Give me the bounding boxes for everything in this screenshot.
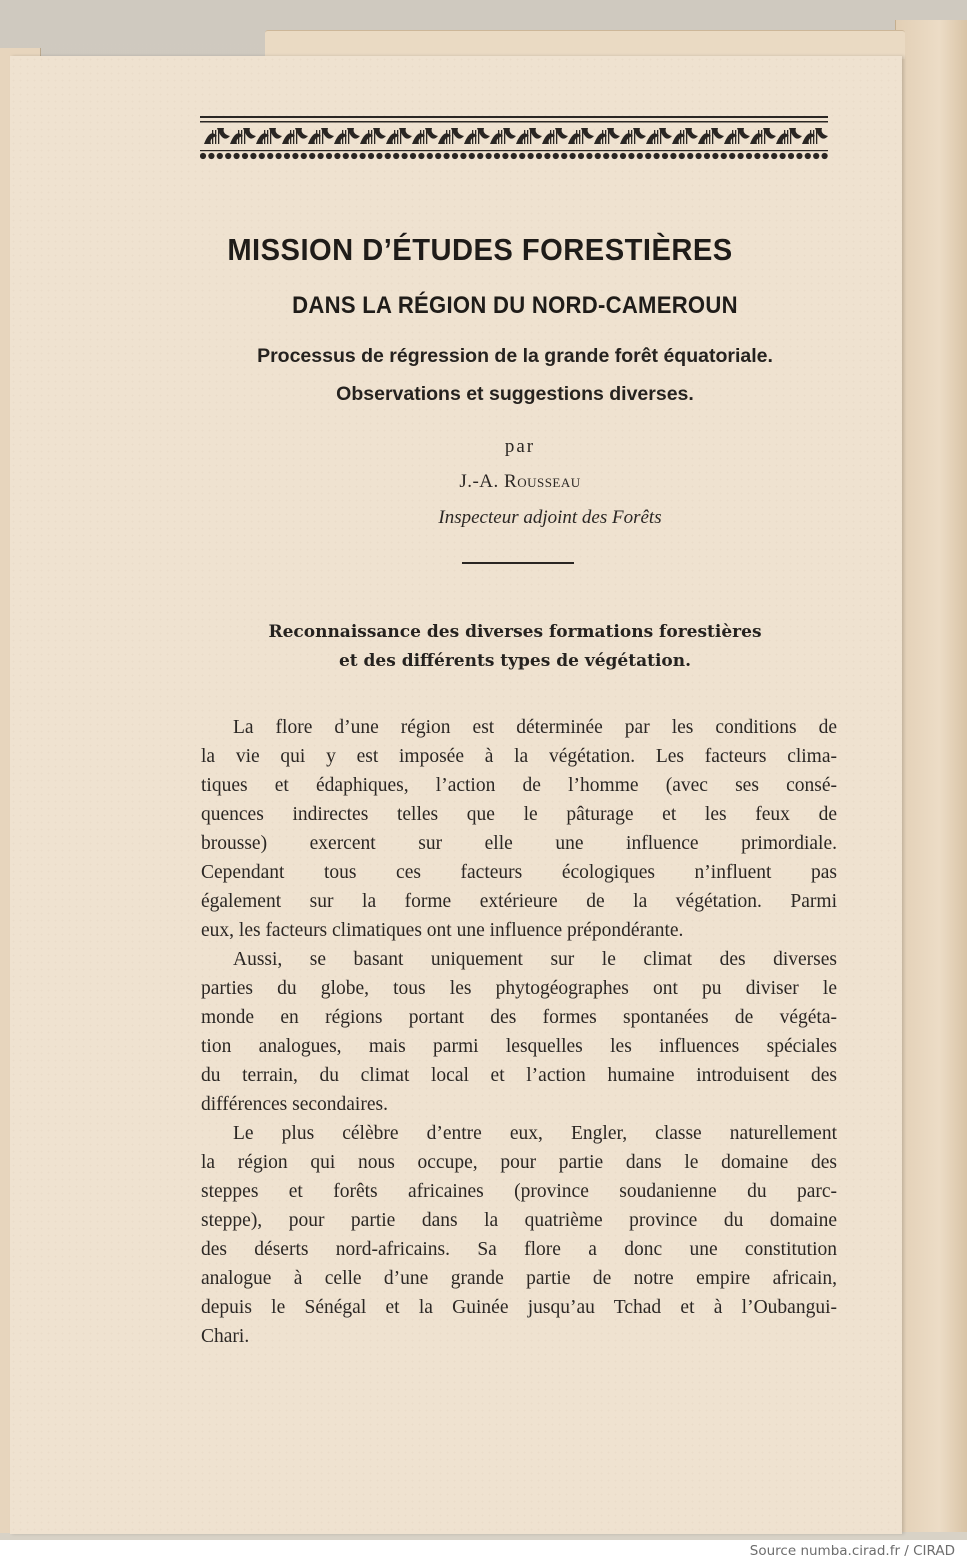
ornament-hatch [290,130,291,144]
ornament-scroll [490,128,516,144]
ornament-hatch [374,130,375,144]
ornament-bead [284,153,290,159]
ornament-bead [334,153,340,159]
ornament-bead [754,153,760,159]
page-top-edge [265,30,905,59]
ornament-scroll [438,128,464,144]
ornament-hatch [238,130,239,144]
ornament-hatch [631,130,632,144]
ornament-bead [553,153,559,159]
ornament-hatch [608,130,609,144]
ornament-bead [637,153,643,159]
body-line: monde en régions portant des formes spontanées de végéta- [201,1007,837,1028]
ornament-scroll [698,128,724,144]
ornament-hatch [657,130,658,144]
body-line: brousse) exercent sur elle une influence primordiale. [201,833,837,854]
ornament-hatch [602,130,603,144]
body-line: Le plus célèbre d’entre eux, Engler, classe naturellement [233,1123,837,1144]
ornament-bead [410,153,416,159]
ornament-hatch [400,130,401,144]
ornament-bead [670,153,676,159]
body-line: analogue à celle d’une grande partie de notre empire africain, [201,1268,837,1289]
body-line: tion analogues, mais parmi lesquelles les influences spéciales [201,1036,837,1057]
ornament-hatch [605,130,606,144]
body-line: tiques et édaphiques, l’action de l’homme (avec ses consé- [201,775,837,796]
ornament-bead [654,153,660,159]
ornament-bead [343,153,349,159]
ornament-bead [687,153,693,159]
ornament-scroll [620,128,646,144]
ornament-hatch [420,130,421,144]
ornament-bead [200,153,206,159]
ornament-scroll [334,128,360,144]
ornament-bead [460,153,466,159]
ornament-hatch [810,130,811,144]
ornament-hatch [452,130,453,144]
body-text [201,713,837,1351]
ornament-bead [208,153,214,159]
body-line: steppes et forêts africaines (province soudanienne du parc- [201,1181,837,1202]
ornament-hatch [686,130,687,144]
ornament-scroll [308,128,334,144]
ornament-hatch [345,130,346,144]
ornament-hatch [264,130,265,144]
ornament-bead [225,153,231,159]
ornament-scroll [204,128,230,144]
ornament-bead [376,153,382,159]
page-title: MISSION D’ÉTUDES FORESTIÈRES [227,232,733,267]
ornament-bead [402,153,408,159]
ornament-hatch [267,130,268,144]
ornament-hatch [790,130,791,144]
ornament-hatch [712,130,713,144]
ornament-bead [805,153,811,159]
ornament-bead [393,153,399,159]
ornament-bead [360,153,366,159]
ornament-hatch [660,130,661,144]
ornament-hatch [504,130,505,144]
ornament-bead [292,153,298,159]
body-line: parties du globe, tous les phytogéographes ont pu diviser le [201,978,837,999]
ornament-hatch [683,130,684,144]
ornament-hatch [446,130,447,144]
section-heading-line-2: et des différents types de végétation. [338,651,692,671]
ornament-hatch [764,130,765,144]
ornament-bead [351,153,357,159]
ornament-hatch [241,130,242,144]
ornament-hatch [319,130,320,144]
author-name: J.-A. Rousseau [459,471,581,492]
ornament-scroll [776,128,802,144]
ornament-hatch [654,130,655,144]
ornament-bead [780,153,786,159]
ornament-bead [385,153,391,159]
ornament-bead [788,153,794,159]
ornament-bead [712,153,718,159]
ornament-hatch [423,130,424,144]
ornament-scroll [646,128,672,144]
ornament-bead [738,153,744,159]
body-line: Chari. [201,1326,250,1347]
ornament-bead [586,153,592,159]
ornament-scroll [516,128,542,144]
ornament-scroll [542,128,568,144]
body-line: la région qui nous occupe, pour partie dans le domaine des [201,1152,837,1173]
ornament-hatch [553,130,554,144]
ornament-scroll [594,128,620,144]
body-line: différences secondaires. [201,1094,388,1115]
body-line: également sur la forme extérieure de la végétation. Parmi [201,891,837,912]
ornament-bead [813,153,819,159]
ornament-bead [620,153,626,159]
ornament-bead [301,153,307,159]
ornament-bead [729,153,735,159]
ornament-hatch [680,130,681,144]
ornament-bead [696,153,702,159]
ornament-bead [822,153,828,159]
ornament-hatch [634,130,635,144]
ornament-bead [477,153,483,159]
ornament-bead [662,153,668,159]
body-line: la vie qui y est imposée à la végétation. Les facteurs clima- [201,746,837,767]
ornament-hatch [449,130,450,144]
ornament-bead [502,153,508,159]
ornament-hatch [244,130,245,144]
byline-par: par [504,436,536,457]
ornament-hatch [735,130,736,144]
ornament-bead [276,153,282,159]
ornament-bead [418,153,424,159]
ornament-bead [250,153,256,159]
ornament-hatch [787,130,788,144]
ornament-hatch [816,130,817,144]
ornament-hatch [322,130,323,144]
ornament-bead [469,153,475,159]
body-line: La flore d’une région est déterminée par les conditions de [233,717,837,738]
ornament-scroll [256,128,282,144]
ornament-bead [704,153,710,159]
body-line: depuis le Sénégal et la Guinée jusqu’au Tchad et à l’Oubangui- [201,1297,837,1318]
ornament-bead [309,153,315,159]
ornament-hatch [472,130,473,144]
ornament-hatch [501,130,502,144]
ornament-bead [561,153,567,159]
ornament-bead [771,153,777,159]
ornament-bead [326,153,332,159]
ornament-hatch [530,130,531,144]
ornament-scroll [464,128,490,144]
ornament-hatch [368,130,369,144]
ornament-hatch [426,130,427,144]
ornament-hatch [316,130,317,144]
next-page-edge [895,20,967,1532]
ornament-bead [570,153,576,159]
ornament-hatch [706,130,707,144]
ornament-hatch [579,130,580,144]
ornament-hatch [813,130,814,144]
ornament-hatch [582,130,583,144]
ornament-scroll [230,128,256,144]
ornament-hatch [270,130,271,144]
body-line: du terrain, du climat local et l’action humaine introduisent des [201,1065,837,1086]
ornament-bead [267,153,273,159]
ornament-hatch [784,130,785,144]
ornament-bead [318,153,324,159]
body-line: Cependant tous ces facteurs écologiques n’influent pas [201,862,837,883]
ornament-bead [578,153,584,159]
ornament-hatch [215,130,216,144]
ornament-hatch [397,130,398,144]
ornament-border [200,116,828,162]
body-line: quences indirectes telles que le pâturage et les feux de [201,804,837,825]
ornament-hatch [761,130,762,144]
body-line: eux, les facteurs climatiques ont une influence prépondérante. [201,920,684,941]
ornament-hatch [524,130,525,144]
ornament-hatch [498,130,499,144]
section-heading-line-1: Reconnaissance des diverses formations forestières [268,622,762,642]
ornament-scroll [750,128,776,144]
ornament-hatch [293,130,294,144]
ornament-bead [645,153,651,159]
body-line: Aussi, se basant uniquement sur le climat des diverses [233,949,837,970]
ornament-hatch [527,130,528,144]
ornament-bead [544,153,550,159]
ornament-bead [234,153,240,159]
ornament-hatch [371,130,372,144]
ornament-bead [494,153,500,159]
ornament-bead [444,153,450,159]
ornament-scroll [282,128,308,144]
ornament-bead [595,153,601,159]
ornament-scroll [412,128,438,144]
ornament-hatch [738,130,739,144]
ornament-hatch [218,130,219,144]
ornament-bead [435,153,441,159]
title-divider [462,562,574,564]
ornament-bead [763,153,769,159]
ornament-hatch [556,130,557,144]
ornament-hatch [758,130,759,144]
ornament-bead [679,153,685,159]
ornament-bead [603,153,609,159]
ornament-bead [628,153,634,159]
ornament-scroll [672,128,698,144]
ornament-bead [452,153,458,159]
ornament-bead [528,153,534,159]
subheading-1: Processus de régression de la grande forêt équatoriale. [257,345,773,367]
ornament-hatch [296,130,297,144]
ornament-scroll [360,128,386,144]
ornament-scroll [386,128,412,144]
ornament-bead [427,153,433,159]
ornament-bead [721,153,727,159]
ornament-bead [486,153,492,159]
body-line: des déserts nord-africains. Sa flore a donc une constitution [201,1239,837,1260]
page-subtitle: DANS LA RÉGION DU NORD-CAMEROUN [292,292,738,319]
ornament-scroll [568,128,594,144]
ornament-hatch [212,130,213,144]
ornament-bead [796,153,802,159]
source-credit: Source numba.cirad.fr / CIRAD [749,1543,955,1559]
ornament-bead [368,153,374,159]
ornament-scroll [724,128,750,144]
ornament-bead [612,153,618,159]
ornament-bead [519,153,525,159]
ornament-bead [511,153,517,159]
ornament-bead [217,153,223,159]
author-role: Inspecteur adjoint des Forêts [438,507,662,528]
ornament-bead [536,153,542,159]
ornament-hatch [576,130,577,144]
ornament-bead [242,153,248,159]
ornament-hatch [394,130,395,144]
ornament-hatch [628,130,629,144]
ornament-bead [746,153,752,159]
ornament-hatch [348,130,349,144]
ornament-hatch [709,130,710,144]
body-line: steppe), pour partie dans la quatrième province du domaine [201,1210,837,1231]
ornament-hatch [732,130,733,144]
ornament-bead [259,153,265,159]
ornament-scroll [802,128,828,144]
ornament-hatch [475,130,476,144]
ornament-hatch [342,130,343,144]
ornament-hatch [550,130,551,144]
ornament-hatch [478,130,479,144]
subheading-2: Observations et suggestions diverses. [336,383,694,405]
